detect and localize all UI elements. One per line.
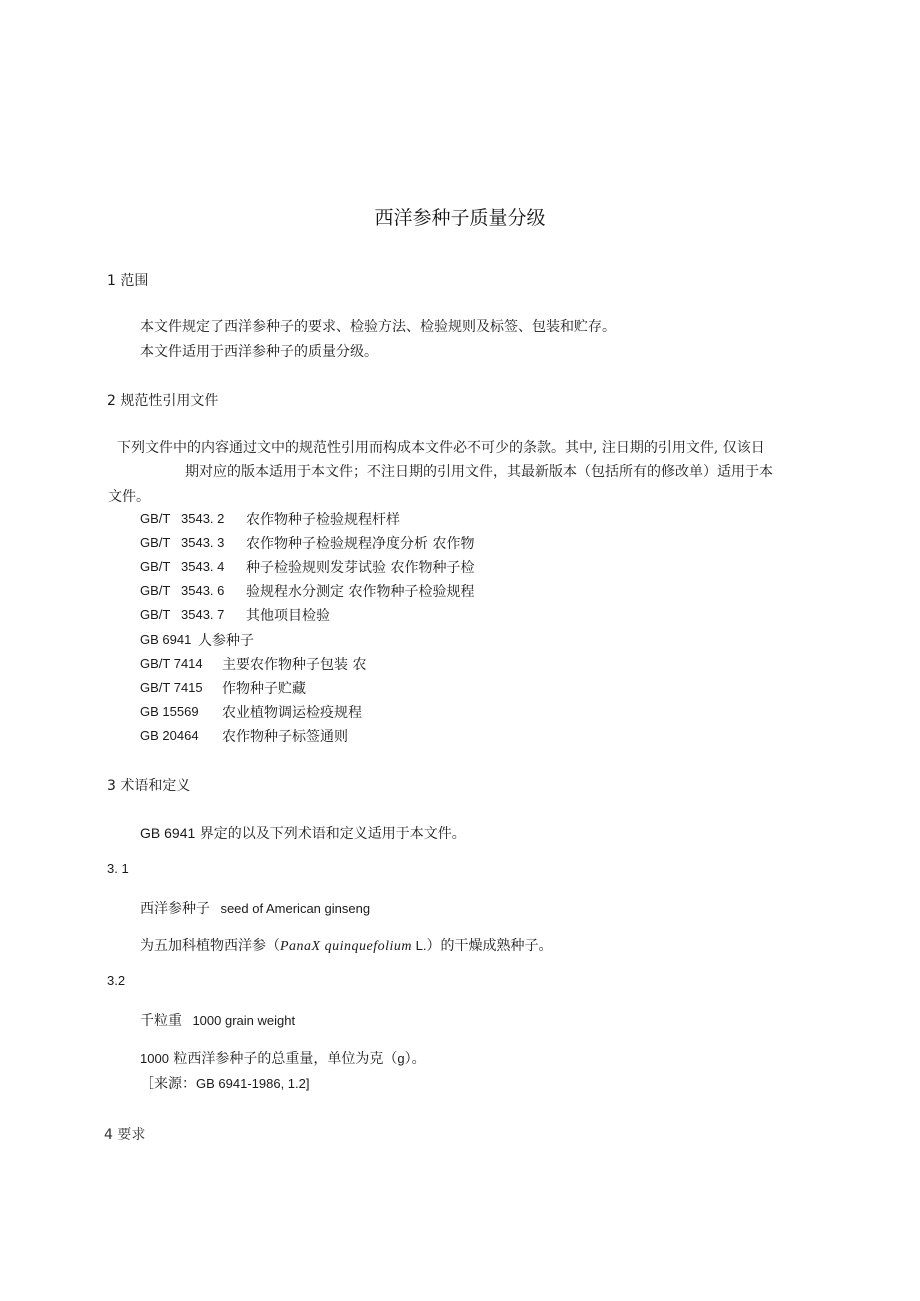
reference-title: 验规程水分测定 农作物种子检验规程: [246, 584, 475, 600]
section-2-intro-line-1: 下列文件中的内容通过文中的规范性引用而构成本文件必不可少的条款。其中, 注日期的引用文件, 仅该日: [117, 440, 765, 456]
definition-text-end: ）的干燥成熟种子。: [426, 938, 553, 954]
section-4-heading-cut: 4 要求: [104, 1127, 146, 1143]
reference-code: GB/T: [140, 559, 171, 574]
reference-title: 农作物种子检验规程杆样: [246, 512, 400, 528]
term-entry: [140, 1010, 295, 1030]
term-number: 3. 1: [107, 861, 129, 876]
reference-title: 农业植物调运检疫规程: [222, 705, 362, 721]
reference-number: 3543. 2: [181, 511, 225, 526]
section-1-heading: 1 范围: [107, 273, 149, 289]
term-definition: [140, 935, 552, 955]
document-title: 西洋参种子质量分级: [374, 207, 546, 229]
reference-code: GB/T 7414: [140, 656, 203, 671]
reference-title: 农作物种子标签通则: [222, 729, 348, 745]
source-reference: GB 6941-1986, 1.2]: [196, 1076, 310, 1091]
section-3-intro-text: 界定的以及下列术语和定义适用于本文件。: [195, 826, 466, 842]
reference-code: GB/T: [140, 535, 171, 550]
reference-number: 3543. 4: [181, 559, 225, 574]
reference-number: 3543. 3: [181, 535, 225, 550]
section-2-heading: 2 规范性引用文件: [107, 393, 219, 409]
definition-text-end: ）。: [404, 1051, 426, 1067]
reference-number: 3543. 6: [181, 583, 225, 598]
section-1-paragraph-1: 本文件规定了西洋参种子的要求、检验方法、检验规则及标签、包装和贮存。: [140, 319, 616, 335]
reference-code-inline: GB 6941: [140, 825, 196, 841]
term-english: seed of American ginseng: [220, 901, 371, 916]
section-3-heading: 3 术语和定义: [107, 778, 191, 794]
term-chinese: 西洋参种子: [140, 901, 210, 917]
reference-title: 作物种子贮藏: [222, 681, 306, 697]
reference-title: 农作物种子检验规程净度分析 农作物: [246, 536, 475, 552]
term-number: 3.2: [107, 973, 126, 988]
reference-number: 3543. 7: [181, 607, 225, 622]
term-source: [140, 1073, 309, 1093]
definition-text: 粒西洋参种子的总重量，单位为克（: [168, 1051, 398, 1067]
term-chinese: 千粒重: [140, 1013, 182, 1029]
section-2-intro-line-3: 文件。: [108, 489, 150, 505]
reference-code: GB 6941: [140, 632, 192, 647]
term-definition: [140, 1048, 426, 1068]
reference-code: GB/T 7415: [140, 680, 203, 695]
term-entry: [140, 898, 370, 918]
latin-name: PanaX quinquefolium: [280, 939, 412, 954]
section-2-intro-line-2: 期对应的版本适用于本文件；不注日期的引用文件，其最新版本（包括所有的修改单）适用于本: [185, 464, 773, 480]
section-3-intro: [140, 823, 466, 843]
definition-unit: g: [397, 1051, 405, 1066]
definition-text: 为五加科植物西洋参（: [140, 938, 280, 954]
reference-code: GB/T: [140, 511, 171, 526]
latin-author: L.: [412, 938, 427, 953]
definition-number: 1000: [140, 1051, 169, 1066]
source-label: ［来源：: [140, 1076, 196, 1092]
reference-code: GB 15569: [140, 704, 199, 719]
section-1-paragraph-2: 本文件适用于西洋参种子的质量分级。: [140, 344, 378, 360]
term-english: 1000 grain weight: [192, 1013, 296, 1028]
reference-code: GB/T: [140, 607, 171, 622]
reference-title: 种子检验规则发芽试验 农作物种子检: [246, 560, 475, 576]
reference-code: GB 20464: [140, 728, 199, 743]
reference-code: GB/T: [140, 583, 171, 598]
reference-title: 其他项目检验: [246, 608, 330, 624]
reference-title: 人参种子: [198, 633, 254, 649]
reference-title: 主要农作物种子包装 农: [222, 657, 367, 673]
